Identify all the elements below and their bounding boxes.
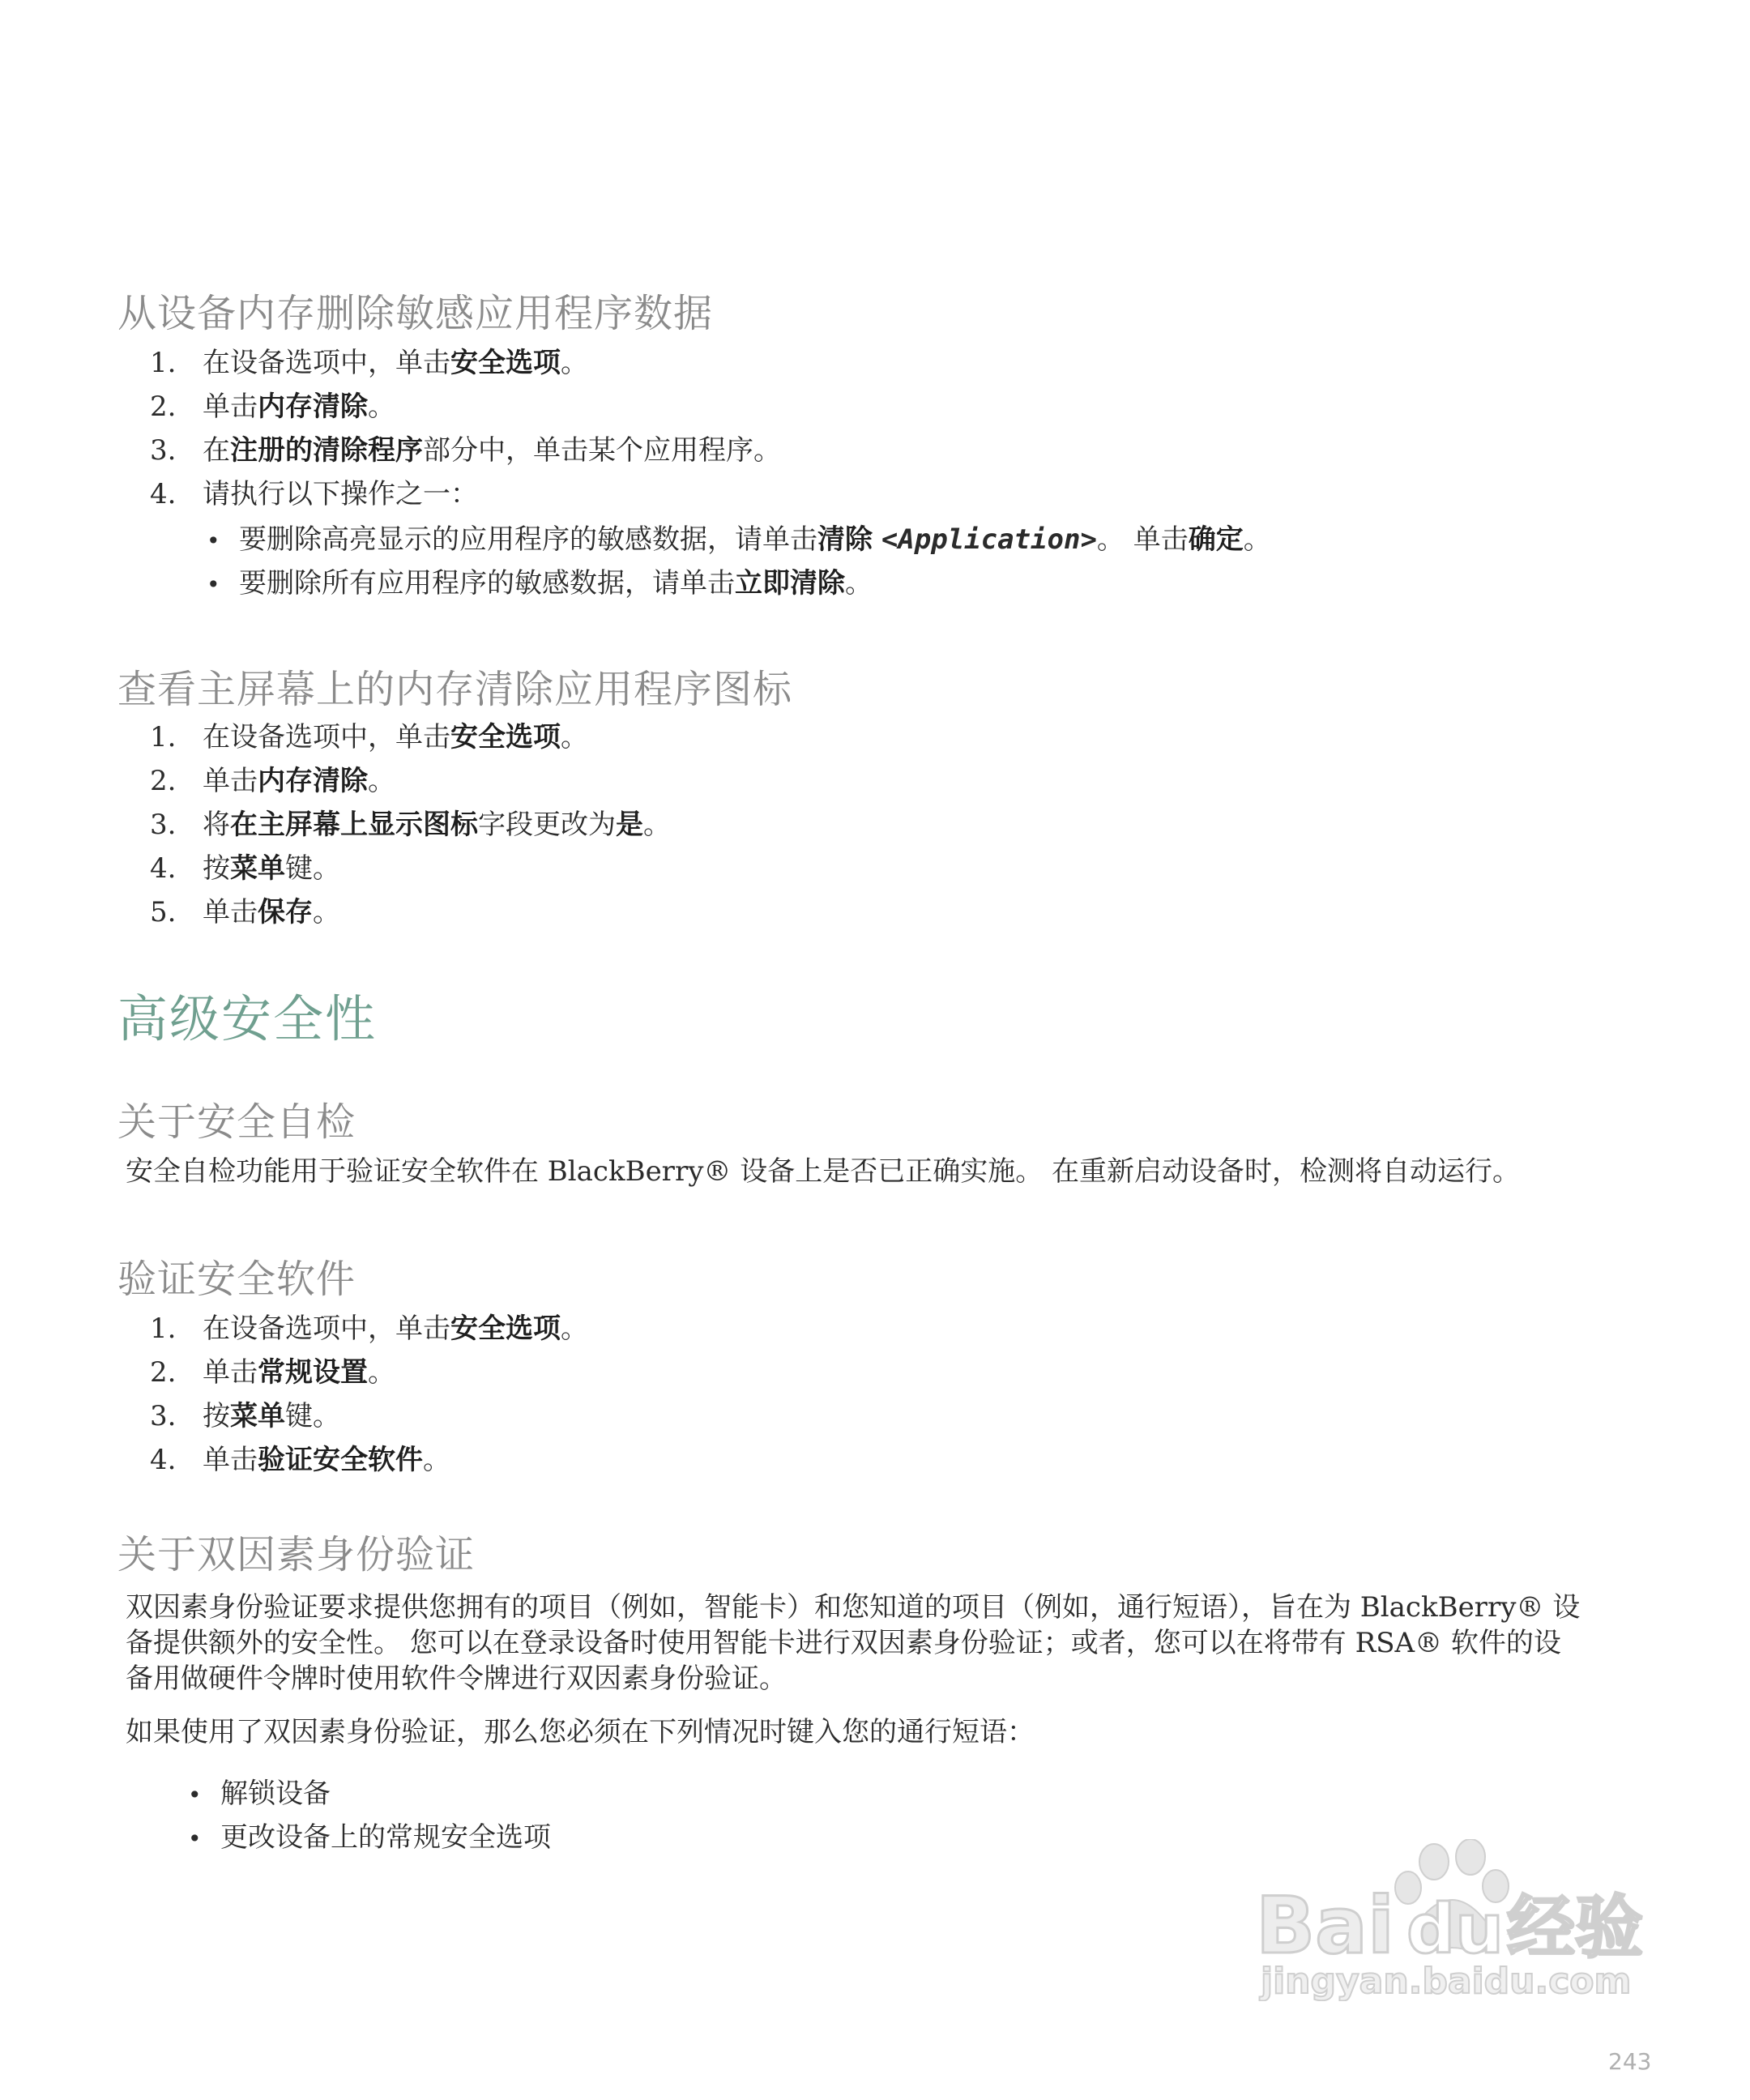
list-item: 1. 在设备选项中，单击安全选项。	[150, 721, 588, 753]
section-heading-verify-software: 验证安全软件	[117, 1257, 356, 1302]
bullet-dot-icon: •	[207, 527, 220, 554]
bullet-item: • 要删除所有应用程序的敏感数据，请单击立即清除。	[207, 566, 873, 603]
list-item: 3. 将在主屏幕上显示图标字段更改为是。	[150, 809, 671, 841]
section-heading-self-test: 关于安全自检	[117, 1099, 356, 1145]
list-item: 1. 在设备选项中，单击安全选项。	[150, 1312, 588, 1345]
section-heading-two-factor: 关于双因素身份验证	[117, 1532, 476, 1577]
bullet-dot-icon: •	[188, 1825, 202, 1852]
paragraph-line: 备提供额外的安全性。 您可以在登录设备时使用智能卡进行双因素身份验证；或者，您可以在将带有 RSA® 软件的设	[126, 1627, 1561, 1659]
paragraph: 如果使用了双因素身份验证，那么您必须在下列情况时键入您的通行短语：	[126, 1716, 1035, 1748]
section-heading-delete-sensitive-data: 从设备内存删除敏感应用程序数据	[117, 291, 714, 336]
list-item: 5. 单击保存。	[150, 896, 340, 928]
list-item: 3. 在注册的清除程序部分中，单击某个应用程序。	[150, 434, 781, 467]
bullet-item: • 要删除高亮显示的应用程序的敏感数据，请单击清除 <Application>。 单击确定。	[207, 522, 1271, 559]
section-heading-view-icon: 查看主屏幕上的内存清除应用程序图标	[117, 667, 793, 712]
bullet-dot-icon: •	[188, 1782, 202, 1808]
list-item: 4. 单击验证安全软件。	[150, 1444, 450, 1476]
bullet-item: • 解锁设备	[188, 1776, 331, 1813]
svg-text:du: du	[1406, 1889, 1504, 1969]
svg-text:Bai: Bai	[1256, 1880, 1394, 1971]
paragraph-line: 双因素身份验证要求提供您拥有的项目（例如，智能卡）和您知道的项目（例如，通行短语），旨在为 BlackBerry® 设	[126, 1591, 1581, 1624]
list-item: 2. 单击内存清除。	[150, 391, 395, 423]
list-item: 3. 按菜单键。	[150, 1400, 340, 1432]
list-item: 1. 在设备选项中，单击安全选项。	[150, 347, 588, 379]
baidu-paw-logo-icon	[1248, 1839, 1669, 2001]
svg-text:经验: 经验	[1507, 1888, 1644, 1967]
bullet-item: • 更改设备上的常规安全选项	[188, 1820, 551, 1857]
list-item: 4. 请执行以下操作之一：	[150, 478, 478, 510]
list-item: 2. 单击常规设置。	[150, 1356, 395, 1389]
list-item: 4. 按菜单键。	[150, 852, 340, 885]
paragraph-line: 备用做硬件令牌时使用软件令牌进行双因素身份验证。	[126, 1662, 787, 1695]
baidu-jingyan-watermark	[1248, 1839, 1669, 2001]
bullet-dot-icon: •	[207, 571, 220, 598]
paragraph: 安全自检功能用于验证安全软件在 BlackBerry® 设备上是否已正确实施。 在重新启动设备时，检测将自动运行。	[126, 1155, 1521, 1188]
list-item: 2. 单击内存清除。	[150, 765, 395, 797]
chapter-title: 高级安全性	[117, 989, 378, 1048]
svg-text:jingyan.baidu.com: jingyan.baidu.com	[1261, 1961, 1632, 2001]
page-number: 243	[1608, 2048, 1652, 2075]
